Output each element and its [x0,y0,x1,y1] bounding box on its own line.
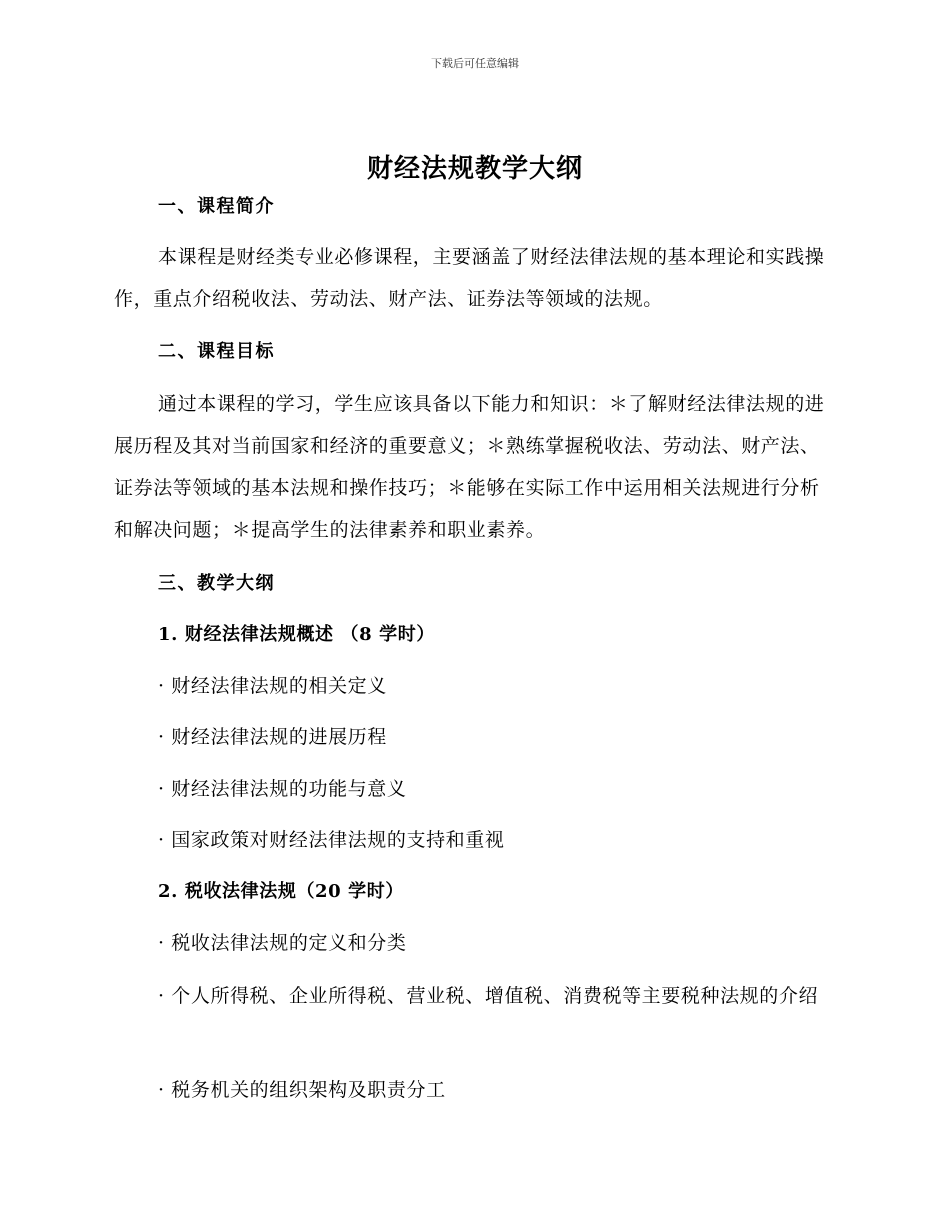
header-note: 下载后可任意编辑 [431,57,519,70]
list-item: · 税收法律法规的定义和分类 [158,932,407,954]
list-item: · 国家政策对财经法律法规的支持和重视 [158,829,505,851]
list-item: · 财经法律法规的进展历程 [158,726,387,748]
section-heading-outline: 三、教学大纲 [158,573,275,594]
unit-title-1: 1. 财经法律法规概述 （8 学时） [158,624,435,645]
section-heading-intro: 一、课程简介 [158,196,275,217]
section-body-goals: 通过本课程的学习，学生应该具备以下能力和知识：＊了解财经法律法规的进展历程及其对当前国家和经济的重要意义；＊熟练掌握税收法、劳动法、财产法、证券法等领域的基本法规和操作技巧；＊能够在实际工作中运用相关法规进行分析和解决问题；＊提高学生的法律素养和职业素养。 [114,393,825,541]
list-item: · 个人所得税、企业所得税、营业税、增值税、消费税等主要税种法规的介绍 [158,985,819,1007]
section-heading-goals: 二、课程目标 [158,341,275,362]
list-item: · 财经法律法规的功能与意义 [158,778,407,800]
list-item: · 财经法律法规的相关定义 [158,675,387,697]
section-body-intro: 本课程是财经类专业必修课程，主要涵盖了财经法律法规的基本理论和实践操作，重点介绍税收法、劳动法、财产法、证券法等领域的法规。 [114,246,825,310]
list-item: · 税务机关的组织架构及职责分工 [158,1079,446,1101]
unit-title-2: 2. 税收法律法规（20 学时） [158,881,404,902]
document-title: 财经法规教学大纲 [366,154,583,184]
